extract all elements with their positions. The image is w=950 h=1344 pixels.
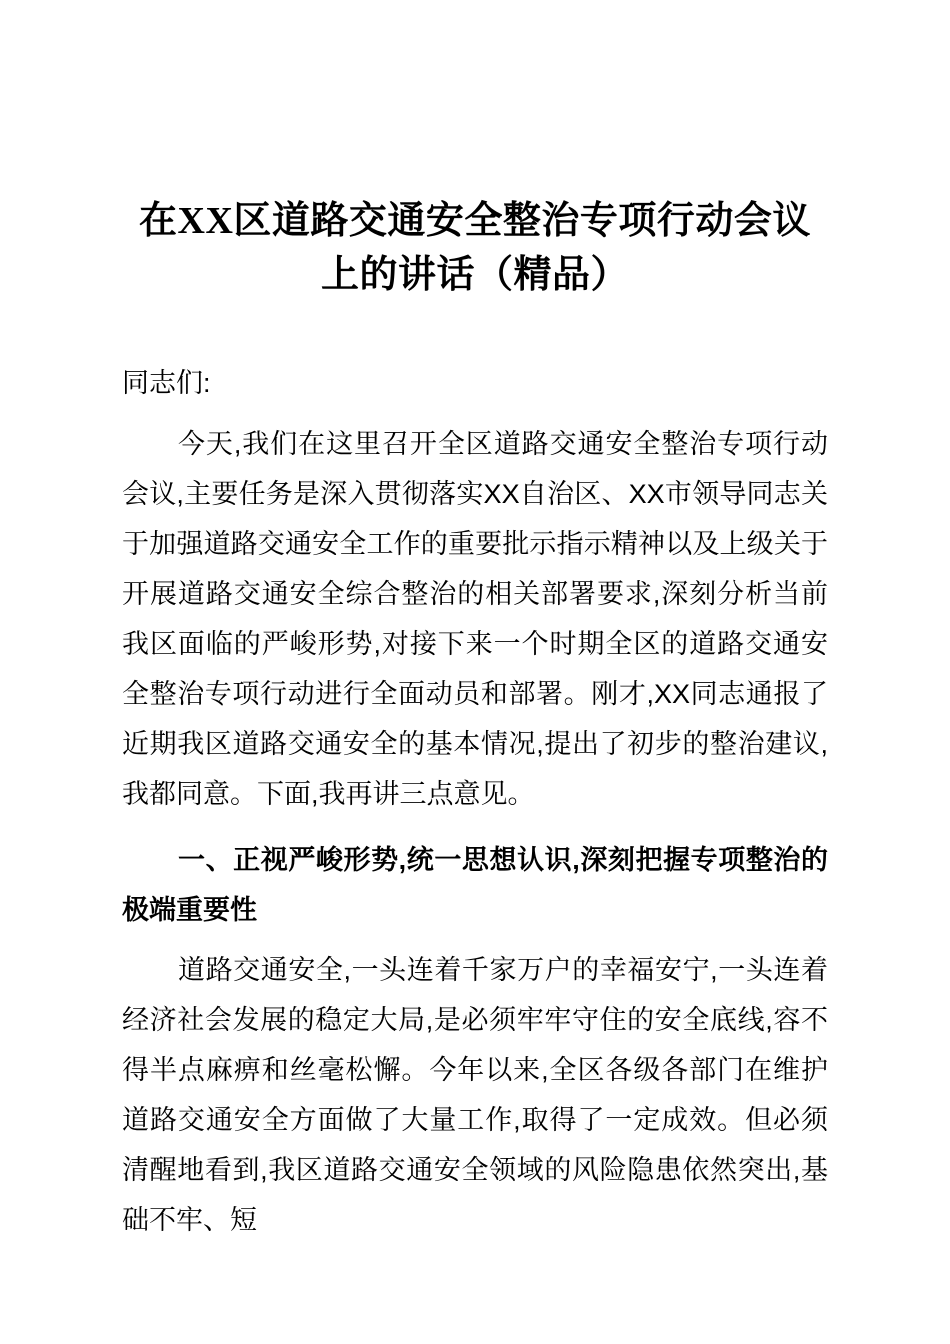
body-paragraph-2: 道路交通安全,一头连着千家万户的幸福安宁,一头连着经济社会发展的稳定大局,是必须牢牢守住的安全底线,容不得半点麻痹和丝毫松懈。今年以来,全区各级各部门在维护道路交通安全方面做了大量工作,取得了一定成效。但必须清醒地看到,我区道路交通安全领域的风险隐患依然突出,基础不牢、短 [122,955,828,1235]
body-paragraph-1: 今天,我们在这里召开全区道路交通安全整治专项行动会议,主要任务是深入贯彻落实XX自治区、XX市领导同志关于加强道路交通安全工作的重要批示指示精神以及上级关于开展道路交通安全综合整治的相关部署要求,深刻分析当前我区面临的严峻形势,对接下来一个时期全区的道路交通安全整治专项行动进行全面动员和部署。刚才,XX同志通报了近期我区道路交通安全的基本情况,提出了初步的整治建议,我都同意。下面,我再讲三点意见。 [122,429,828,809]
document-content [122,0,828,1245]
section-heading-1: 一、正视严峻形势,统一思想认识,深刻把握专项整治的极端重要性 [122,845,828,925]
salutation-line: 同志们: [122,368,211,398]
document-title: 在XX区道路交通安全整治专项行动会议上的讲话（精品） [139,200,811,296]
